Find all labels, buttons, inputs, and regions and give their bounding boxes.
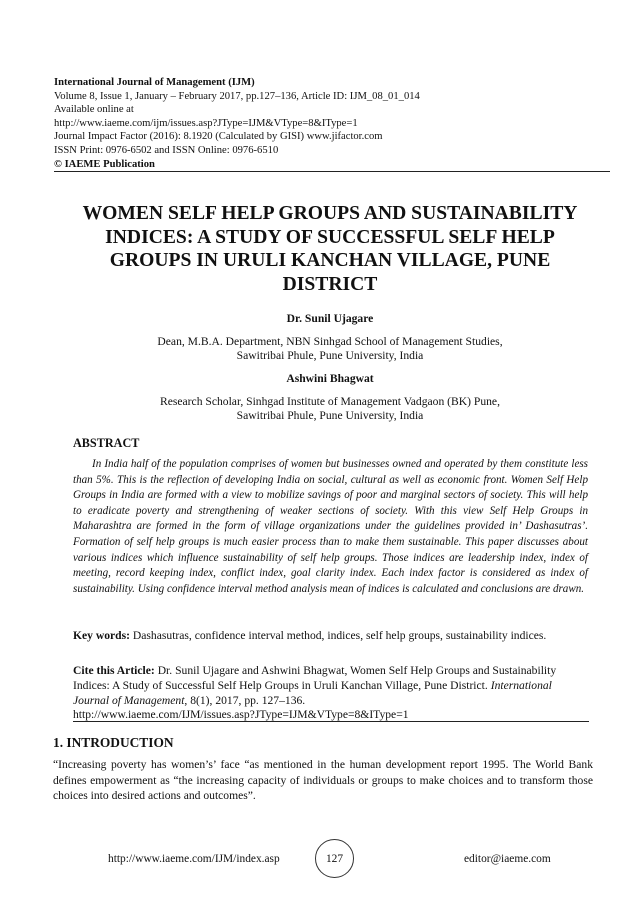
cite-label: Cite this Article: bbox=[73, 664, 155, 677]
abstract-text: In India half of the population comprises of women but businesses owned and operated by them constitute less than 5%. This is the reflection of developing India on social, cultural as well as economic front. Women Self Help Groups in India are formed with a view to mobilize savings of poor and marginal sectors of society. This will help to eradicate poverty and strengthening of weaker sections of society. With this view Self Help Groups in Maharashtra are formed in the form of village organizations under the guidelines provided in’ Dashasutras’. Formation of self help groups is much easier process than to make them sustainable. This paper discusses about various indices which influence sustainability of self help groups. Those indices are leadership index, index of meeting, record keeping index, conflict index, goal clarity index. Each index factor is considered as index of sustainability. Using confidence interval method analysis mean of indices is calculated and conclusions are drawn. bbox=[73, 458, 588, 595]
abstract-divider bbox=[73, 721, 589, 722]
issn-line: ISSN Print: 0976-6502 and ISSN Online: 0976-6510 bbox=[54, 144, 279, 156]
cite-rest: , 8(1), 2017, pp. 127–136. bbox=[184, 693, 306, 707]
author-affiliation: Sawitribai Phule, Pune University, India bbox=[236, 409, 424, 423]
issue-url[interactable]: http://www.iaeme.com/ijm/issues.asp?JType=IJM&VType=8&IType=1 bbox=[54, 117, 358, 129]
cite-block bbox=[73, 664, 588, 723]
author-name: Ashwini Bhagwat bbox=[286, 372, 374, 385]
title-line: WOMEN SELF HELP GROUPS AND SUSTAINABILITY bbox=[82, 203, 578, 224]
cite-text: Dr. Sunil Ujagare and Ashwini Bhagwat, Women Self Help Groups and Sustainability Indices: A Study of Successful Self Help Groups in Uruli Kanchan Village, Pune District. bbox=[73, 664, 557, 692]
author-affiliation: Dean, M.B.A. Department, NBN Sinhgad School of Management Studies, bbox=[157, 335, 503, 349]
abstract-heading: ABSTRACT bbox=[73, 436, 140, 450]
section-heading: 1. INTRODUCTION bbox=[53, 735, 174, 750]
title-line: GROUPS IN URULI KANCHAN VILLAGE, PUNE bbox=[109, 250, 551, 272]
footer-url[interactable]: http://www.iaeme.com/IJM/index.asp bbox=[108, 853, 280, 865]
keywords-label: Key words: bbox=[73, 629, 130, 642]
author-affiliation: Research Scholar, Sinhgad Institute of Management Vadgaon (BK) Pune, bbox=[160, 395, 500, 409]
journal-header bbox=[54, 76, 608, 171]
footer-email[interactable]: editor@iaeme.com bbox=[464, 853, 551, 865]
page-number bbox=[315, 839, 354, 878]
volume-line: Volume 8, Issue 1, January – February 2017, pp.127–136, Article ID: IJM_08_01_014 bbox=[54, 90, 420, 102]
cite-journal: International Journal of Management bbox=[73, 678, 552, 707]
title-line: INDICES: A STUDY OF SUCCESSFUL SELF HELP bbox=[105, 226, 555, 248]
keywords bbox=[73, 628, 588, 643]
author-block-2 bbox=[60, 372, 600, 424]
author-affiliation: Sawitribai Phule, Pune University, India bbox=[236, 349, 424, 363]
keywords-text: Dashasutras, confidence interval method, indices, self help groups, sustainability indices. bbox=[132, 629, 547, 642]
publisher-line: © IAEME Publication bbox=[54, 158, 155, 170]
author-name: Dr. Sunil Ujagare bbox=[286, 312, 374, 325]
impact-factor: Journal Impact Factor (2016): 8.1920 (Calculated by GISI) www.jifactor.com bbox=[54, 131, 383, 143]
available-online: Available online at bbox=[54, 104, 134, 116]
intro-paragraph: “Increasing poverty has women’s’ face “as mentioned in the human development report 1995. The World Bank defines empowerment as “the increasing capacity of individuals or groups to make choices and to transform those choices into desired actions and outcomes”. bbox=[53, 758, 593, 803]
page-number-text: 127 bbox=[325, 852, 344, 865]
cite-url[interactable]: http://www.iaeme.com/IJM/issues.asp?JType=IJM&VType=8&IType=1 bbox=[73, 708, 409, 722]
header-divider bbox=[54, 171, 610, 172]
paper-title bbox=[40, 202, 620, 296]
journal-name: International Journal of Management (IJM) bbox=[54, 77, 255, 88]
author-block-1 bbox=[60, 312, 600, 364]
title-line: DISTRICT bbox=[282, 273, 378, 295]
